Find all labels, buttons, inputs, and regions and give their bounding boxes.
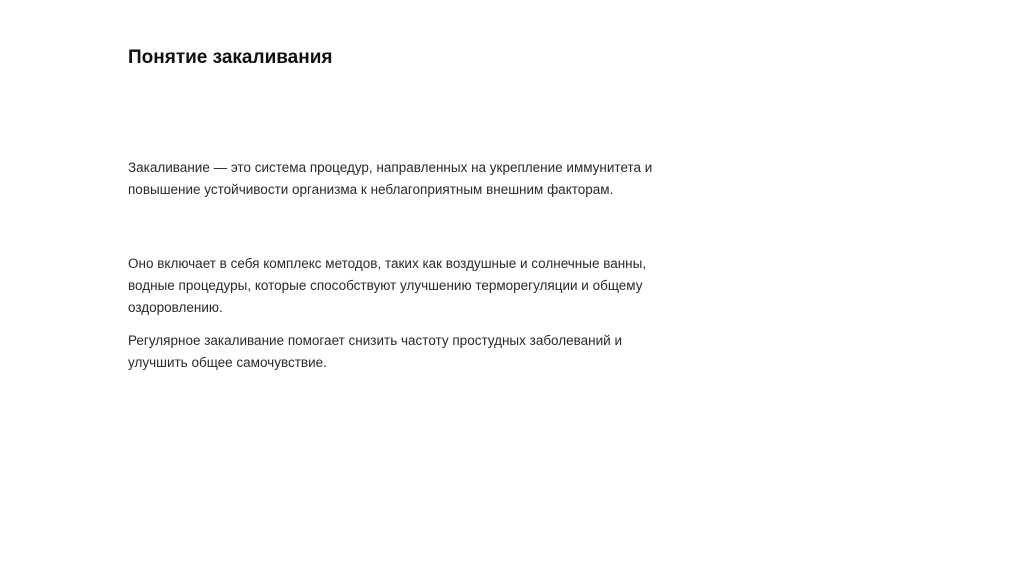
paragraph-benefits: Регулярное закаливание помогает снизить частоту простудных заболеваний и улучшить общее самочувствие. [128,333,623,370]
slide-title: Понятие закаливания [128,47,333,68]
paragraph-methods: Оно включает в себя комплекс методов, таких как воздушные и солнечные ванны, водные процедуры, которые способствуют улучшению терморегуляции и общему оздоровлению. [128,256,647,315]
paragraph-definition: Закаливание — это система процедур, направленных на укрепление иммунитета и повышение устойчивости организма к неблагоприятным внешним факторам. [128,160,653,197]
